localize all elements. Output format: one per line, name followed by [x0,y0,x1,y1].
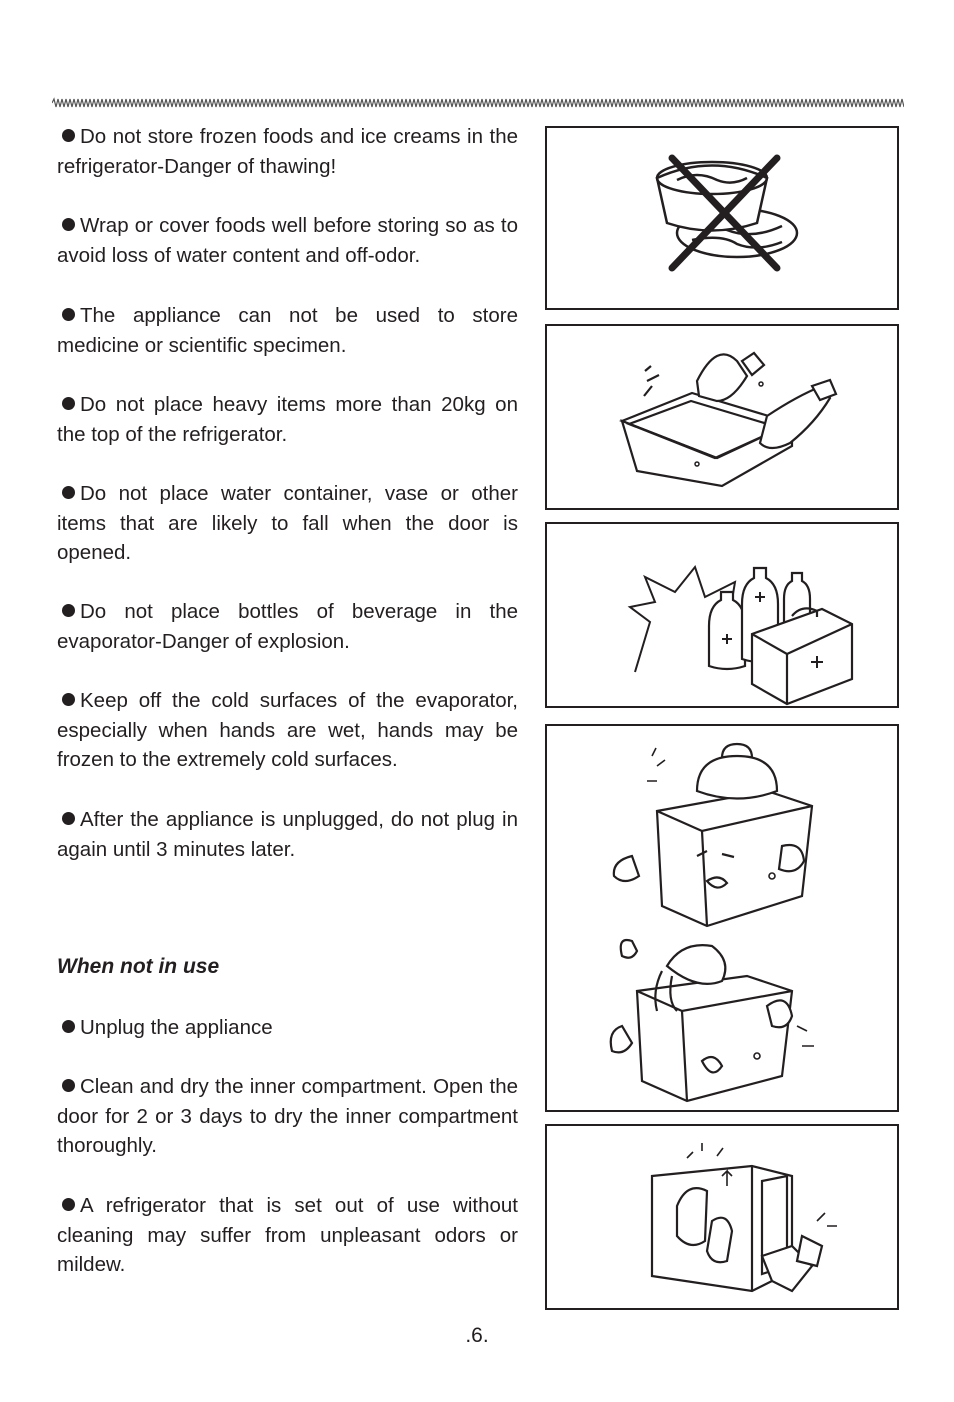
list-item: Unplug the appliance [57,1013,518,1043]
no-frozen-food-icon [547,128,897,308]
bullet-icon [62,604,75,617]
bullet-icon [62,486,75,499]
fridge-heavy-items-icon [547,726,897,1110]
list-item: Do not place heavy items more than 20kg on the top of the refrigerator. [57,393,518,446]
list-item: Do not store frozen foods and ice creams in the refrigerator-Danger of thawing! [57,125,518,178]
wrapped-container-icon [547,326,897,508]
illustration-no-frozen-food [545,126,899,310]
list-item: Do not place bottles of beverage in the evaporator-Danger of explosion. [57,600,518,653]
illustration-wrapped-container [545,324,899,510]
bullet-icon [62,693,75,706]
bullet-icon [62,129,75,142]
list-item: The appliance can not be used to store medicine or scientific specimen. [57,304,518,357]
illustration-medicine-bottles [545,522,899,708]
bullet-icon [62,308,75,321]
bullet-icon [62,1020,75,1033]
medicine-bottles-icon [547,524,897,706]
list-item: Keep off the cold surfaces of the evaporator, especially when hands are wet, hands may be frozen to the extremely cold surfaces. [57,689,518,771]
list-item: A refrigerator that is set out of use without cleaning may suffer from unpleasant odors or mildew. [57,1194,518,1276]
list-item: Do not place water container, vase or other items that are likely to fall when the door is opened. [57,482,518,564]
bullet-icon [62,397,75,410]
bullet-icon [62,812,75,825]
illustration-door-opening [545,1124,899,1310]
wavy-divider [52,96,904,110]
list-item: Wrap or cover foods well before storing so as to avoid loss of water content and off-odor. [57,214,518,267]
section-title: When not in use [57,955,220,978]
illustration-fridge-hazards [545,724,899,1112]
bullet-icon [62,218,75,231]
bullet-icon [62,1079,75,1092]
list-item: Clean and dry the inner compartment. Open the door for 2 or 3 days to dry the inner compartment thoroughly. [57,1075,518,1157]
page-number: .6. [465,1324,489,1347]
bullet-icon [62,1198,75,1211]
list-item: After the appliance is unplugged, do not plug in again until 3 minutes later. [57,808,518,861]
door-opening-icon [547,1126,897,1308]
